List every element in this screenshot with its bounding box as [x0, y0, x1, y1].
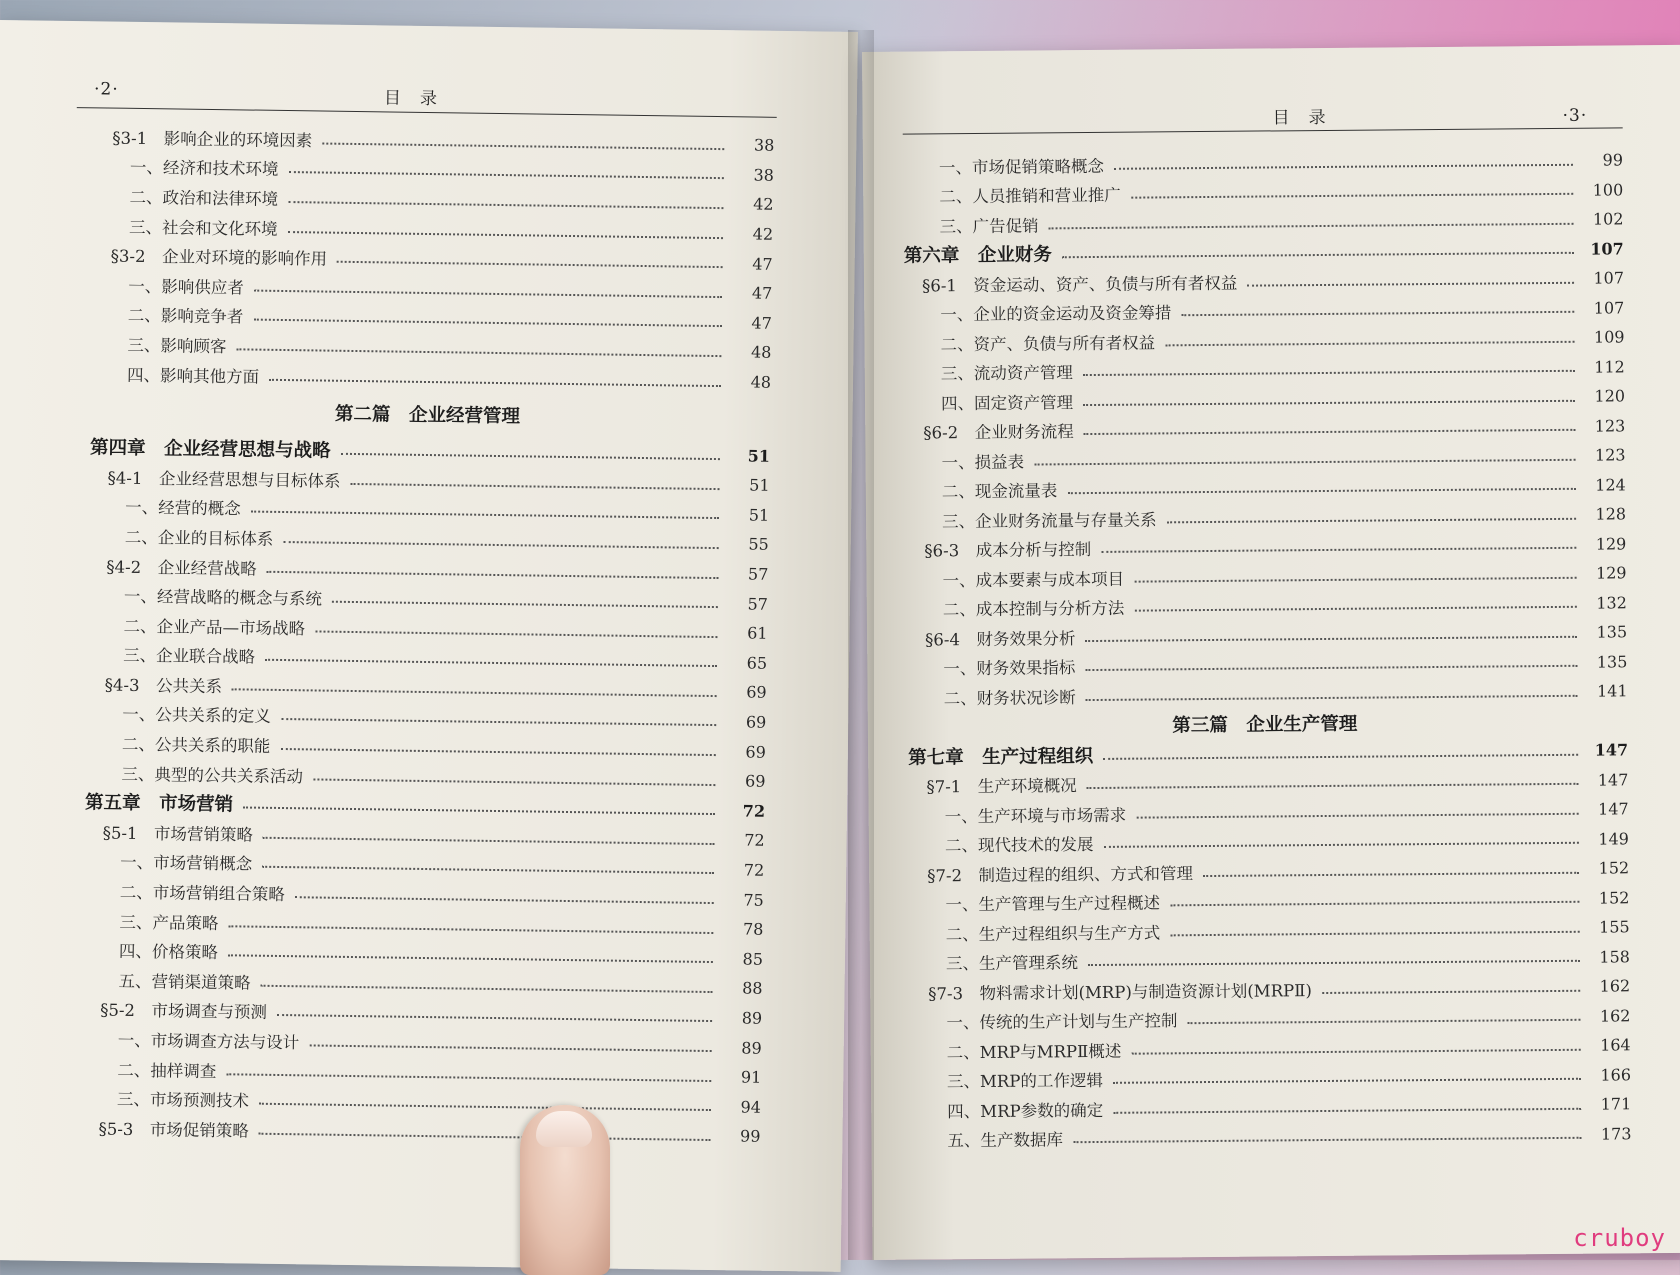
- toc-entry-title: 一、损益表: [941, 452, 1025, 473]
- toc-entry-title: 二、MRP与MRPⅡ概述: [946, 1041, 1122, 1063]
- toc-leader-dots: [1113, 1078, 1581, 1084]
- toc-entry-title: 五、营销渠道策略: [118, 971, 251, 993]
- toc-page-number: 91: [740, 1067, 762, 1087]
- toc-page-number: 55: [748, 534, 769, 555]
- toc-page-number: 173: [1600, 1124, 1632, 1144]
- thumbnail-nail: [536, 1111, 592, 1147]
- toc-page-number: 51: [748, 505, 770, 525]
- toc-page-number: 72: [743, 860, 765, 880]
- toc-entry-title: 第二篇 企业经营管理: [334, 404, 521, 428]
- toc-leader-dots: [1084, 429, 1576, 435]
- toc-entry-title: 二、生产过程组织与生产方式: [945, 923, 1161, 945]
- toc-entry-title: 三、市场预测技术: [116, 1089, 250, 1111]
- toc-leader-dots: [1181, 311, 1574, 316]
- toc-page-number: 124: [1595, 475, 1626, 495]
- toc-entry-title: 二、现代技术的发展: [944, 835, 1094, 856]
- toc-page-number: 135: [1596, 622, 1628, 642]
- toc-page-number: 47: [751, 313, 772, 333]
- toc-page-number: 120: [1594, 386, 1626, 406]
- toc-entry-title: 三、影响顾客: [127, 335, 227, 357]
- toc-entry-title: 一、经营战略的概念与系统: [123, 586, 323, 609]
- toc-entry-title: §5-2 市场调查与预测: [100, 1000, 268, 1023]
- toc-leader-dots: [1203, 872, 1579, 877]
- toc-entry-title: 第七章 生产过程组织: [908, 745, 1094, 769]
- toc-page-number: 42: [753, 195, 774, 215]
- toc-page-number: 72: [744, 830, 765, 851]
- left-page: [0, 20, 858, 1272]
- toc-leader-dots: [1087, 783, 1579, 789]
- toc-entry-title: §4-1 企业经营思想与目标体系: [107, 468, 341, 491]
- toc-leader-dots: [265, 659, 717, 667]
- toc-leader-dots: [340, 453, 719, 460]
- toc-page-number: 38: [753, 135, 775, 156]
- toc-page-number: 85: [742, 949, 764, 969]
- toc-entry-title: 第四章 企业经营思想与战略: [89, 437, 331, 462]
- toc-page-number: 89: [741, 1037, 762, 1058]
- toc-page-number: 123: [1594, 445, 1626, 465]
- toc-leader-dots: [1170, 931, 1580, 937]
- toc-page-number: 57: [747, 564, 769, 584]
- toc-leader-dots: [1114, 164, 1573, 170]
- toc-leader-dots: [332, 601, 718, 608]
- thumb: [520, 1105, 610, 1275]
- toc-entry-title: 三、产品策略: [119, 912, 219, 933]
- toc-leader-dots: [1103, 842, 1578, 848]
- toc-entry-title: 二、市场营销组合策略: [119, 882, 285, 905]
- toc-leader-dots: [322, 142, 724, 150]
- toc-entry-title: 三、流动资产管理: [940, 363, 1073, 384]
- toc-entry-title: 三、企业财务流量与存量关系: [942, 510, 1157, 532]
- toc-leader-dots: [309, 1044, 711, 1052]
- toc-page-number: 107: [1593, 298, 1625, 318]
- toc-entry-title: 三、生产管理系统: [945, 953, 1079, 974]
- toc-page-number: 149: [1598, 829, 1629, 849]
- toc-entry-title: §5-3 市场促销策略: [98, 1119, 249, 1141]
- toc-entry-title: 一、企业的资金运动及资金筹措: [940, 303, 1172, 325]
- toc-page-number: 99: [739, 1126, 761, 1147]
- toc-entry-title: 一、市场营销概念: [120, 853, 253, 875]
- toc-entry-title: 二、公共关系的职能: [121, 734, 271, 756]
- toc-entry-title: 三、典型的公共关系活动: [121, 764, 304, 786]
- toc-leader-dots: [1101, 547, 1576, 553]
- toc-page-number: 155: [1599, 917, 1630, 937]
- toc-leader-dots: [288, 201, 723, 209]
- toc-entry-title: 一、经营的概念: [125, 498, 241, 519]
- toc-page-number: 100: [1592, 180, 1624, 200]
- toc-page-number: 128: [1595, 504, 1627, 524]
- toc-page-number: 147: [1594, 740, 1629, 760]
- toc-leader-dots: [283, 541, 718, 549]
- right-toc-list: [903, 145, 1632, 1154]
- toc-page-number: 158: [1599, 947, 1631, 967]
- right-header-title: 目 录: [1272, 107, 1327, 129]
- toc-leader-dots: [226, 1073, 711, 1082]
- toc-leader-dots: [236, 348, 721, 357]
- toc-page-number: 88: [742, 978, 763, 999]
- toc-leader-dots: [228, 955, 713, 964]
- toc-entry-title: 四、影响其他方面: [126, 365, 260, 387]
- toc-leader-dots: [1131, 1049, 1580, 1055]
- toc-entry-title: 二、影响竞争者: [127, 306, 244, 327]
- toc-entry-title: §4-3 公共关系: [104, 675, 223, 697]
- toc-page-number: 107: [1590, 239, 1624, 259]
- toc-entry-title: §3-2 企业对环境的影响作用: [110, 246, 328, 269]
- toc-entry-title: 一、经济和技术环境: [129, 158, 279, 180]
- toc-page-number: 72: [742, 801, 766, 821]
- toc-leader-dots: [263, 837, 715, 845]
- watermark-text: cruboy: [1573, 1224, 1666, 1252]
- toc-page-number: 48: [750, 342, 772, 363]
- toc-entry-title: 一、市场促销策略概念: [938, 156, 1105, 178]
- toc-page-number: 47: [751, 283, 773, 304]
- toc-entry-title: 二、抽样调查: [117, 1060, 217, 1081]
- toc-entry-title: §7-2 制造过程的组织、方式和管理: [927, 863, 1194, 886]
- right-header-rule: [903, 127, 1623, 134]
- toc-page-number: 112: [1594, 357, 1625, 377]
- toc-leader-dots: [267, 570, 719, 578]
- toc-page-number: 171: [1600, 1094, 1632, 1114]
- toc-leader-dots: [1073, 1137, 1581, 1143]
- toc-leader-dots: [259, 1133, 711, 1141]
- toc-entry-title: §4-2 企业经营战略: [106, 557, 257, 579]
- toc-page-number: 48: [750, 372, 772, 392]
- toc-leader-dots: [1170, 901, 1580, 907]
- toc-page-number: 65: [746, 653, 768, 673]
- toc-page-number: 107: [1593, 268, 1625, 288]
- toc-page-number: 42: [752, 224, 774, 244]
- toc-leader-dots: [1062, 252, 1574, 258]
- toc-entry-title: 四、价格策略: [118, 941, 219, 963]
- toc-page-number: 38: [753, 165, 775, 185]
- toc-entry-title: §6-1 资金运动、资产、负债与所有者权益: [921, 273, 1238, 296]
- toc-page-number: 141: [1596, 681, 1628, 701]
- left-page-number: ·2·: [93, 79, 119, 100]
- toc-page-number: 152: [1598, 888, 1630, 908]
- toc-page-number: 123: [1594, 416, 1626, 436]
- toc-leader-dots: [243, 807, 715, 816]
- toc-page-number: 94: [740, 1097, 762, 1117]
- toc-leader-dots: [1083, 370, 1575, 376]
- toc-leader-dots: [295, 896, 714, 904]
- toc-leader-dots: [1167, 518, 1577, 524]
- toc-page-number: 69: [745, 712, 767, 732]
- toc-leader-dots: [337, 261, 723, 268]
- toc-leader-dots: [1134, 606, 1577, 612]
- toc-entry-title: 第五章 市场营销: [84, 792, 234, 816]
- toc-page-number: 162: [1599, 1006, 1631, 1026]
- toc-entry-title: §7-3 物料需求计划(MRP)与制造资源计划(MRPⅡ): [928, 980, 1312, 1004]
- toc-entry-title: 二、成本控制与分析方法: [942, 598, 1125, 620]
- toc-leader-dots: [280, 748, 715, 756]
- toc-entry-title: 五、生产数据库: [947, 1130, 1064, 1151]
- toc-entry: [911, 1119, 1631, 1155]
- toc-leader-dots: [251, 511, 719, 520]
- toc-entry-title: 第六章 企业财务: [903, 244, 1052, 267]
- toc-entry-title: 二、资产、负债与所有者权益: [940, 333, 1156, 355]
- toc-entry-title: 三、MRP的工作逻辑: [946, 1071, 1103, 1092]
- toc-page-number: 135: [1596, 652, 1628, 672]
- toc-leader-dots: [313, 778, 715, 786]
- toc-leader-dots: [288, 231, 723, 239]
- toc-leader-dots: [1136, 813, 1579, 819]
- toc-page-number: 51: [749, 475, 770, 496]
- toc-leader-dots: [1086, 695, 1578, 701]
- toc-leader-dots: [1322, 990, 1580, 994]
- toc-page-number: 147: [1598, 799, 1629, 819]
- toc-entry-title: §6-4 财务效果分析: [925, 628, 1076, 650]
- toc-entry-title: 一、传统的生产计划与生产控制: [946, 1011, 1178, 1033]
- toc-leader-dots: [269, 378, 721, 386]
- toc-leader-dots: [1034, 459, 1575, 466]
- toc-leader-dots: [281, 718, 716, 726]
- toc-leader-dots: [254, 289, 722, 298]
- toc-entry-title: 一、市场调查方法与设计: [117, 1030, 300, 1053]
- toc-page-number: 57: [747, 594, 769, 614]
- toc-page-number: 109: [1593, 327, 1625, 347]
- toc-entry-title: 三、广告促销: [939, 216, 1039, 237]
- toc-leader-dots: [1247, 282, 1574, 287]
- toc-page-number: 129: [1595, 534, 1627, 554]
- toc-leader-dots: [1085, 636, 1577, 642]
- right-page-number: ·3·: [1562, 105, 1588, 126]
- toc-leader-dots: [228, 925, 713, 934]
- toc-entry-title: 二、企业的目标体系: [124, 527, 274, 549]
- toc-entry-title: 一、生产管理与生产过程概述: [945, 893, 1161, 915]
- toc-page-number: 166: [1600, 1065, 1632, 1085]
- toc-leader-dots: [350, 483, 719, 490]
- toc-page-number: 69: [746, 682, 767, 703]
- toc-entry-title: 二、现金流量表: [941, 481, 1058, 502]
- toc-entry-title: §5-1 市场营销策略: [102, 823, 254, 845]
- left-toc-list: [80, 121, 774, 1151]
- toc-page-number: 99: [1602, 150, 1624, 170]
- toc-leader-dots: [232, 688, 717, 697]
- toc-leader-dots: [1134, 577, 1577, 583]
- toc-leader-dots: [1113, 1108, 1581, 1114]
- toc-page-number: 69: [744, 771, 766, 791]
- toc-leader-dots: [288, 171, 723, 179]
- toc-entry-title: §3-1 影响企业的环境因素: [112, 128, 313, 151]
- toc-page-number: 75: [743, 890, 764, 910]
- toc-leader-dots: [253, 319, 721, 328]
- toc-page-number: 132: [1596, 593, 1627, 613]
- toc-page-number: 61: [747, 623, 768, 643]
- toc-leader-dots: [1085, 665, 1577, 671]
- toc-leader-dots: [1088, 960, 1580, 966]
- toc-leader-dots: [262, 866, 714, 874]
- toc-leader-dots: [1131, 193, 1574, 199]
- left-header-title: 目 录: [383, 88, 439, 110]
- toc-entry-title: 二、政治和法律环境: [129, 187, 279, 209]
- toc-entry-title: 二、企业产品—市场战略: [123, 616, 306, 639]
- toc-page-number: 47: [752, 254, 773, 274]
- toc-entry-title: 三、社会和文化环境: [128, 217, 278, 239]
- toc-leader-dots: [259, 1103, 711, 1111]
- toc-entry-title: 第三篇 企业生产管理: [1172, 713, 1358, 737]
- toc-leader-dots: [1083, 400, 1575, 406]
- toc-leader-dots: [1165, 341, 1575, 347]
- toc-entry-title: 一、影响供应者: [128, 276, 244, 298]
- toc-entry-title: 三、企业联合战略: [123, 646, 256, 667]
- toc-entry-title: 一、成本要素与成本项目: [942, 569, 1125, 591]
- toc-page-number: 78: [742, 919, 764, 939]
- toc-page-number: 164: [1600, 1035, 1631, 1055]
- toc-entry-title: 一、生产环境与市场需求: [944, 805, 1127, 827]
- toc-entry-title: 二、人员推销和营业推广: [939, 185, 1121, 207]
- toc-page-number: 89: [741, 1008, 763, 1028]
- toc-leader-dots: [1187, 1019, 1580, 1024]
- toc-leader-dots: [315, 630, 717, 638]
- toc-entry-title: 四、固定资产管理: [940, 392, 1074, 414]
- toc-entry-title: 一、公共关系的定义: [122, 705, 271, 727]
- toc-leader-dots: [261, 985, 713, 993]
- toc-entry-title: §6-2 企业财务流程: [923, 422, 1074, 443]
- toc-entry-title: §6-3 成本分析与控制: [924, 540, 1092, 561]
- toc-entry-title: §7-1 生产环境概况: [926, 776, 1077, 797]
- toc-leader-dots: [277, 1014, 712, 1022]
- toc-page-number: 152: [1598, 858, 1630, 878]
- toc-entry-title: 四、MRP参数的确定: [947, 1100, 1104, 1122]
- book-gutter: [848, 30, 874, 1260]
- toc-entry-title: 二、财务状况诊断: [943, 687, 1076, 709]
- right-page: [862, 45, 1680, 1260]
- toc-page-number: 51: [747, 446, 771, 466]
- toc-leader-dots: [1103, 754, 1578, 760]
- toc-leader-dots: [1049, 223, 1574, 230]
- toc-page-number: 102: [1592, 209, 1624, 229]
- toc-entry-title: 一、财务效果指标: [943, 658, 1076, 679]
- toc-page-number: 162: [1599, 976, 1631, 996]
- toc-page-number: 147: [1597, 770, 1629, 790]
- toc-page-number: 129: [1595, 563, 1627, 583]
- toc-leader-dots: [1067, 488, 1575, 494]
- toc-page-number: 69: [745, 742, 766, 762]
